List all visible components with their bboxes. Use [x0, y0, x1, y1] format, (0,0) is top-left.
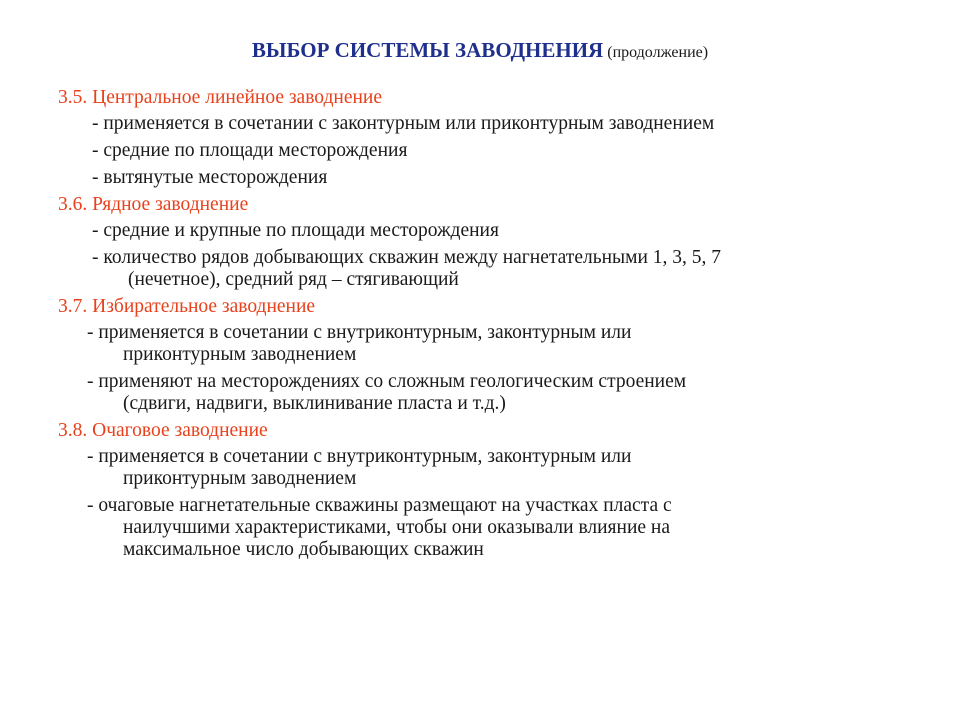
bullet-text: - средние по площади месторождения — [92, 140, 408, 161]
bullet-text: - количество рядов добывающих скважин между нагнетательными 1, 3, 5, 7 — [92, 247, 722, 268]
bullet-item — [58, 446, 918, 490]
section-4 — [58, 420, 918, 561]
bullet-item — [58, 322, 918, 366]
bullet-text: - очаговые нагнетательные скважины размещают на участках пласта с — [87, 495, 672, 516]
bullet-text: - применяют на месторождениях со сложным геологическим строением — [87, 371, 687, 392]
slide-title-main: ВЫБОР СИСТЕМЫ ЗАВОДНЕНИЯ — [251, 38, 604, 62]
section-heading: 3.5. Центральное линейное заводнение — [58, 87, 383, 108]
bullet-text: - применяется в сочетании с законтурным или приконтурным заводнением — [92, 113, 715, 134]
bullet-text-continuation: наилучшими характеристиками, чтобы они оказывали влияние на — [123, 517, 671, 538]
section-heading: 3.7. Избирательное заводнение — [58, 296, 316, 317]
bullet-text-continuation: приконтурным заводнением — [123, 468, 357, 489]
section-heading: 3.6. Рядное заводнение — [58, 194, 249, 215]
slide-title-sub: (продолжение) — [607, 44, 709, 61]
slide-title — [0, 38, 960, 63]
slide-content — [58, 83, 918, 566]
section-2 — [58, 194, 918, 291]
section-1 — [58, 87, 918, 189]
bullet-text: - средние и крупные по площади месторождения — [92, 220, 499, 241]
section-heading: 3.8. Очаговое заводнение — [58, 420, 268, 441]
bullet-text-continuation: приконтурным заводнением — [123, 344, 357, 365]
bullet-item — [58, 220, 918, 242]
bullet-item — [58, 247, 918, 291]
section-3 — [58, 296, 918, 415]
bullet-text: - вытянутые месторождения — [92, 167, 328, 188]
bullet-text: - применяется в сочетании с внутриконтурным, законтурным или — [87, 446, 632, 467]
bullet-text: - применяется в сочетании с внутриконтурным, законтурным или — [87, 322, 632, 343]
bullet-text-continuation: (сдвиги, надвиги, выклинивание пласта и т.д.) — [123, 393, 506, 414]
bullet-text-continuation: максимальное число добывающих скважин — [123, 539, 484, 560]
bullet-text-continuation: (нечетное), средний ряд – стягивающий — [128, 269, 459, 290]
bullet-item — [58, 495, 918, 561]
bullet-item — [58, 140, 918, 162]
bullet-item — [58, 113, 918, 135]
bullet-item — [58, 371, 918, 415]
bullet-item — [58, 167, 918, 189]
